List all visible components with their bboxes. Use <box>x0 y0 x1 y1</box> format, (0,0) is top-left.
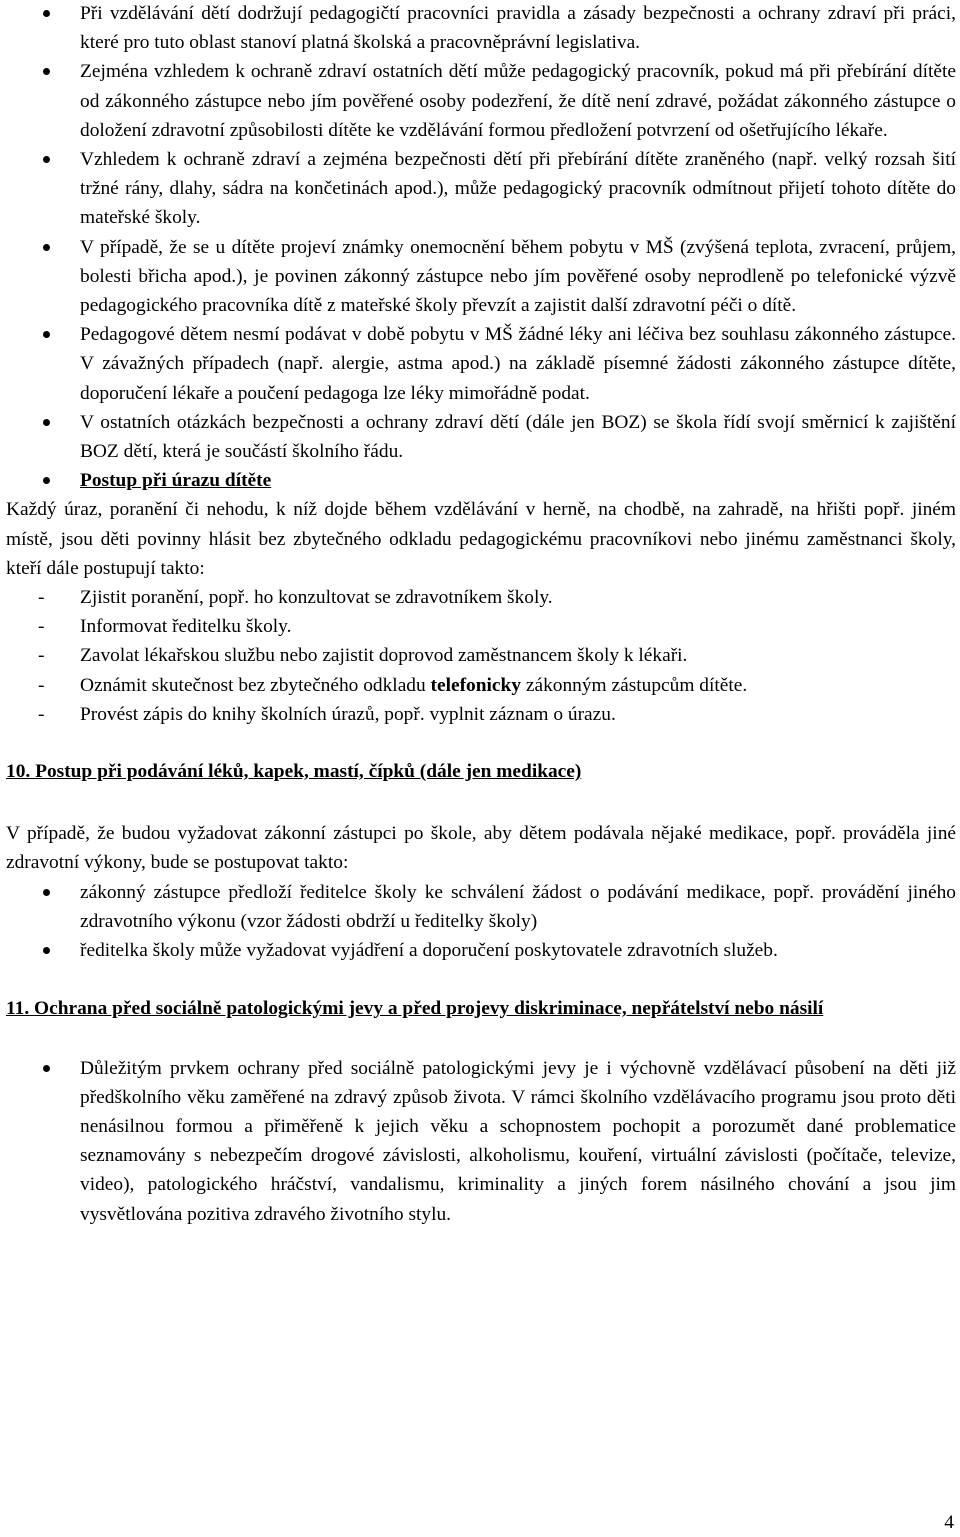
medication-list <box>6 878 956 966</box>
list-item <box>6 700 956 729</box>
section-number: 11. <box>6 998 30 1020</box>
list-item <box>6 583 956 612</box>
step-text-bold: telefonicky <box>430 674 522 696</box>
section-10-intro: V případě, že budou vyžadovat zákonní zástupci po škole, aby dětem podávala nějaké medikace, popř. prováděla jiné zdravotní výkony, bude se postupovat takto: <box>6 823 956 874</box>
safety-rules-list <box>6 0 956 495</box>
step-text: Informovat ředitelku školy. <box>80 616 292 638</box>
dash: - <box>38 645 45 667</box>
list-item: Při vzdělávání dětí dodržují pedagogičtí pracovníci pravidla a zásady bezpečnosti a ochrany zdraví při práci, které pro tuto oblast stanoví platná školská a pracovněprávní legislativa. <box>6 0 956 57</box>
step-text: Provést zápis do knihy školních úrazů, popř. vyplnit záznam o úrazu. <box>80 703 616 725</box>
section-11-heading <box>6 994 956 1023</box>
section-number: 10. <box>6 761 31 783</box>
page-number: 4 <box>944 1512 954 1533</box>
injury-heading: Postup při úrazu dítěte <box>80 470 272 492</box>
injury-heading-item <box>6 466 956 495</box>
document-page <box>6 0 956 1229</box>
list-item: V ostatních otázkách bezpečnosti a ochrany zdraví dětí (dále jen BOZ) se škola řídí svojí směrnicí k zajištění BOZ dětí, která je součástí školního řádu. <box>6 408 956 466</box>
step-text: Zjistit poranění, popř. ho konzultovat se zdravotníkem školy. <box>80 587 553 609</box>
section-10-heading <box>6 757 956 786</box>
step-text: zákonným zástupcům dítěte. <box>521 674 748 696</box>
list-item: Pedagogové dětem nesmí podávat v době pobytu v MŠ žádné léky ani léčiva bez souhlasu zákonného zástupce. V závažných případech (např. alergie, astma apod.) na základě písemné žádosti zákonného zástupce dítěte, doporučení lékaře a poučení pedagoga lze léky mimořádně podat. <box>6 320 956 408</box>
dash: - <box>38 587 45 609</box>
dash: - <box>38 703 45 725</box>
dash: - <box>38 674 45 696</box>
step-text: Zavolat lékařskou službu nebo zajistit doprovod zaměstnancem školy k lékaři. <box>80 645 688 667</box>
list-item <box>6 641 956 670</box>
list-item: Zejména vzhledem k ochraně zdraví ostatních dětí může pedagogický pracovník, pokud má při přebírání dítěte od zákonného zástupce nebo jím pověřené osoby podezření, že dítě není zdravé, požádat zákonného zástupce o doložení zdravotní způsobilosti dítěte ke vzdělávání formou předložení potvrzení od ošetřujícího lékaře. <box>6 57 956 145</box>
list-item: Vzhledem k ochraně zdraví a zejména bezpečnosti dětí při přebírání dítěte zraněného (např. velký rozsah šití tržné rány, dlahy, sádra na končetinách apod.), může pedagogický pracovník odmítnout přijetí tohoto dítěte do mateřské školy. <box>6 145 956 233</box>
injury-intro: Každý úraz, poranění či nehodu, k níž dojde během vzdělávání v herně, na chodbě, na zahradě, na hřišti popř. jiném místě, jsou děti povinny hlásit bez zbytečného odkladu pedagogickému pracovníkovi nebo jinému zaměstnanci školy, kteří dále postupují takto: <box>6 499 956 579</box>
prevention-list <box>6 1054 956 1229</box>
list-item: ředitelka školy může vyžadovat vyjádření a doporučení poskytovatele zdravotních služeb. <box>6 936 956 965</box>
section-title: Postup při podávání léků, kapek, mastí, čípků (dále jen medikace) <box>35 761 582 783</box>
list-item: zákonný zástupce předloží ředitelce školy ke schválení žádost o podávání medikace, popř. provádění jiného zdravotního výkonu (vzor žádosti obdrží u ředitelky školy) <box>6 878 956 936</box>
list-item <box>6 612 956 641</box>
dash: - <box>38 616 45 638</box>
section-title: Ochrana před sociálně patologickými jevy a před projevy diskriminace, nepřátelství nebo násilí <box>34 998 824 1020</box>
list-item: V případě, že se u dítěte projeví známky onemocnění během pobytu v MŠ (zvýšená teplota, zvracení, průjem, bolesti břicha apod.), je povinen zákonný zástupce nebo jím pověřené osoby neprodleně po telefonické výzvě pedagogického pracovníka dítě z mateřské školy převzít a zajistit další zdravotní péči o dítě. <box>6 233 956 321</box>
step-text: Oznámit skutečnost bez zbytečného odkladu <box>80 674 431 696</box>
list-item <box>6 671 956 700</box>
injury-steps-list <box>6 583 956 729</box>
list-item: Důležitým prvkem ochrany před sociálně patologickými jevy je i výchovně vzdělávací působení na děti již předškolního věku zaměřené na zdravý způsob života. V rámci školního vzdělávacího programu jsou proto děti nenásilnou formou a přiměřeně k jejich věku a schopnostem pochopit a porozumět dané problematice seznamovány s nebezpečím drogové závislosti, alkoholismu, kouření, virtuální závislosti (počítače, televize, video), patologického hráčství, vandalismu, kriminality a jiných forem násilného chování a jsou jim vysvětlována pozitiva zdravého životního stylu. <box>6 1054 956 1229</box>
